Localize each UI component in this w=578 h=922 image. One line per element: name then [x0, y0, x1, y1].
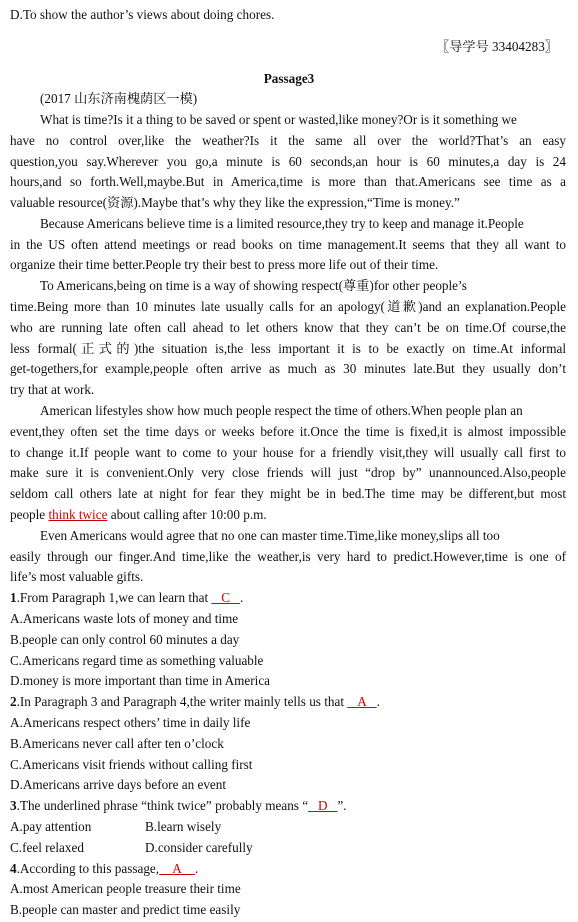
passage-title: Passage3	[263, 71, 315, 86]
question-text: .From Paragraph 1,we can learn that	[16, 590, 212, 605]
answer-blank	[347, 694, 376, 709]
question-2-option: A.Americans respect others’ time in daily life	[10, 715, 251, 730]
paragraph-1-line: question,you say.Wherever you go,a minute is 60 seconds,an hour is 60 minutes,a day is 24	[10, 154, 566, 169]
paragraph-4-line: American lifestyles show how much people respect the time of others.When people plan an	[40, 403, 523, 418]
paragraph-1-line: valuable resource(资源).Maybe that’s why they like the expression,“Time is money.”	[10, 195, 460, 210]
question-3-option: C.feel relaxed	[10, 840, 84, 855]
previous-option-d: D.To show the author’s views about doing chores.	[10, 7, 275, 22]
text-segment: about calling after 10:00 p.m.	[107, 507, 267, 522]
question-2-stem	[10, 693, 380, 711]
question-text: .The underlined phrase “think twice” probably means “	[16, 798, 309, 813]
answer-letter: D	[317, 798, 328, 813]
question-text-end: .	[194, 861, 199, 876]
paragraph-3-line: try that at work.	[10, 382, 95, 397]
question-4-option: B.people can master and predict time easily	[10, 902, 241, 917]
question-number: 3	[10, 798, 17, 813]
paragraph-1-line: have no control over,like the weather?Is it the same all over the world?That’s an easy	[10, 133, 566, 148]
question-3-stem	[10, 797, 347, 815]
paragraph-4-line: to change it.If people want to come to your house for a friendly visit,they will usually call first to	[10, 445, 566, 460]
paragraph-5-line: Even Americans would agree that no one can master time.Time,like money,slips all too	[40, 528, 500, 543]
question-text: .In Paragraph 3 and Paragraph 4,the writer mainly tells us that	[16, 694, 348, 709]
paragraph-2-line: organize their time better.People try their best to press more life out of their time.	[10, 257, 439, 272]
paragraph-3-line: who are running late often call ahead to let others know that they can’t be on time.Of course,the	[10, 320, 566, 335]
question-1-option: C.Americans regard time as something valuable	[10, 653, 264, 668]
question-2-option: D.Americans arrive days before an event	[10, 777, 227, 792]
paragraph-5-line: easily through our finger.And time,like the weather,is very hard to predict.However,time is one of	[10, 549, 566, 564]
question-number: 2	[10, 694, 17, 709]
answer-blank	[308, 798, 337, 813]
answer-letter: A	[357, 694, 367, 709]
question-text: .According to this passage,	[16, 861, 160, 876]
question-number: 4	[10, 861, 17, 876]
paragraph-1-line: hours,and so forth.Well,maybe.But in America,time is more than that.Americans see time as a	[10, 174, 566, 189]
question-2-option: C.Americans visit friends without calling first	[10, 757, 253, 772]
paragraph-4-line: make sure it is convenient.Only very close friends will just “drop by” unannounced.Also,people	[10, 465, 566, 480]
question-text-end: ”.	[337, 798, 347, 813]
passage-source: (2017 山东济南槐荫区一模)	[40, 91, 198, 106]
paragraph-4-last-line	[10, 506, 267, 524]
question-3-options-row	[10, 818, 410, 836]
question-4-option: A.most American people treasure their time	[10, 881, 241, 896]
question-1-option: B.people can only control 60 minutes a day	[10, 632, 240, 647]
paragraph-5-line: life’s most valuable gifts.	[10, 569, 144, 584]
paragraph-1-line: What is time?Is it a thing to be saved or spent or wasted,like money?Or is it something we	[40, 112, 517, 127]
answer-letter: A	[172, 861, 182, 876]
answer-blank	[159, 861, 195, 876]
paragraph-2-line: in the US often attend meetings or read books on time management.It seems that they all want to	[10, 237, 566, 252]
question-2-option: B.Americans never call after ten o’clock	[10, 736, 224, 751]
question-1-stem	[10, 589, 243, 607]
paragraph-3-line: To Americans,being on time is a way of showing respect(尊重)for other people’s	[40, 278, 467, 293]
question-3-option: D.consider carefully	[145, 840, 253, 855]
question-3-option: B.learn wisely	[145, 819, 222, 834]
question-1-option: A.Americans waste lots of money and time	[10, 611, 239, 626]
answer-blank	[211, 590, 240, 605]
paragraph-2-line: Because Americans believe time is a limited resource,they try to keep and manage it.People	[40, 216, 524, 231]
answer-letter: C	[221, 590, 231, 605]
question-3-options-row	[10, 839, 410, 857]
question-text-end: .	[376, 694, 380, 709]
question-3-option: A.pay attention	[10, 819, 92, 834]
question-text-end: .	[239, 590, 244, 605]
paragraph-3-line: get-togethers,for example,people often arrive as much as 30 minutes late.But they usually don’t	[10, 361, 566, 376]
underlined-phrase: think twice	[48, 507, 108, 522]
question-1-option: D.money is more important than time in America	[10, 673, 271, 688]
paragraph-3-line: less formal(正式的)the situation is,the less important it is to be exactly on time.At informal	[10, 341, 566, 356]
guide-number: 〖导学号 33404283〗	[436, 39, 558, 54]
question-4-stem	[10, 860, 198, 878]
paragraph-4-line: seldom call others late at night for fear they might be in bed.The time may be different,but most	[10, 486, 566, 501]
question-number: 1	[10, 590, 17, 605]
paragraph-3-line: time.Being more than 10 minutes late usually calls for an apology(道歉)and an explanation.People	[10, 299, 566, 314]
text-segment: people	[10, 507, 49, 522]
paragraph-4-line: event,they often set the time days or weeks before it.Once the time is fixed,it is almost impossible	[10, 424, 566, 439]
